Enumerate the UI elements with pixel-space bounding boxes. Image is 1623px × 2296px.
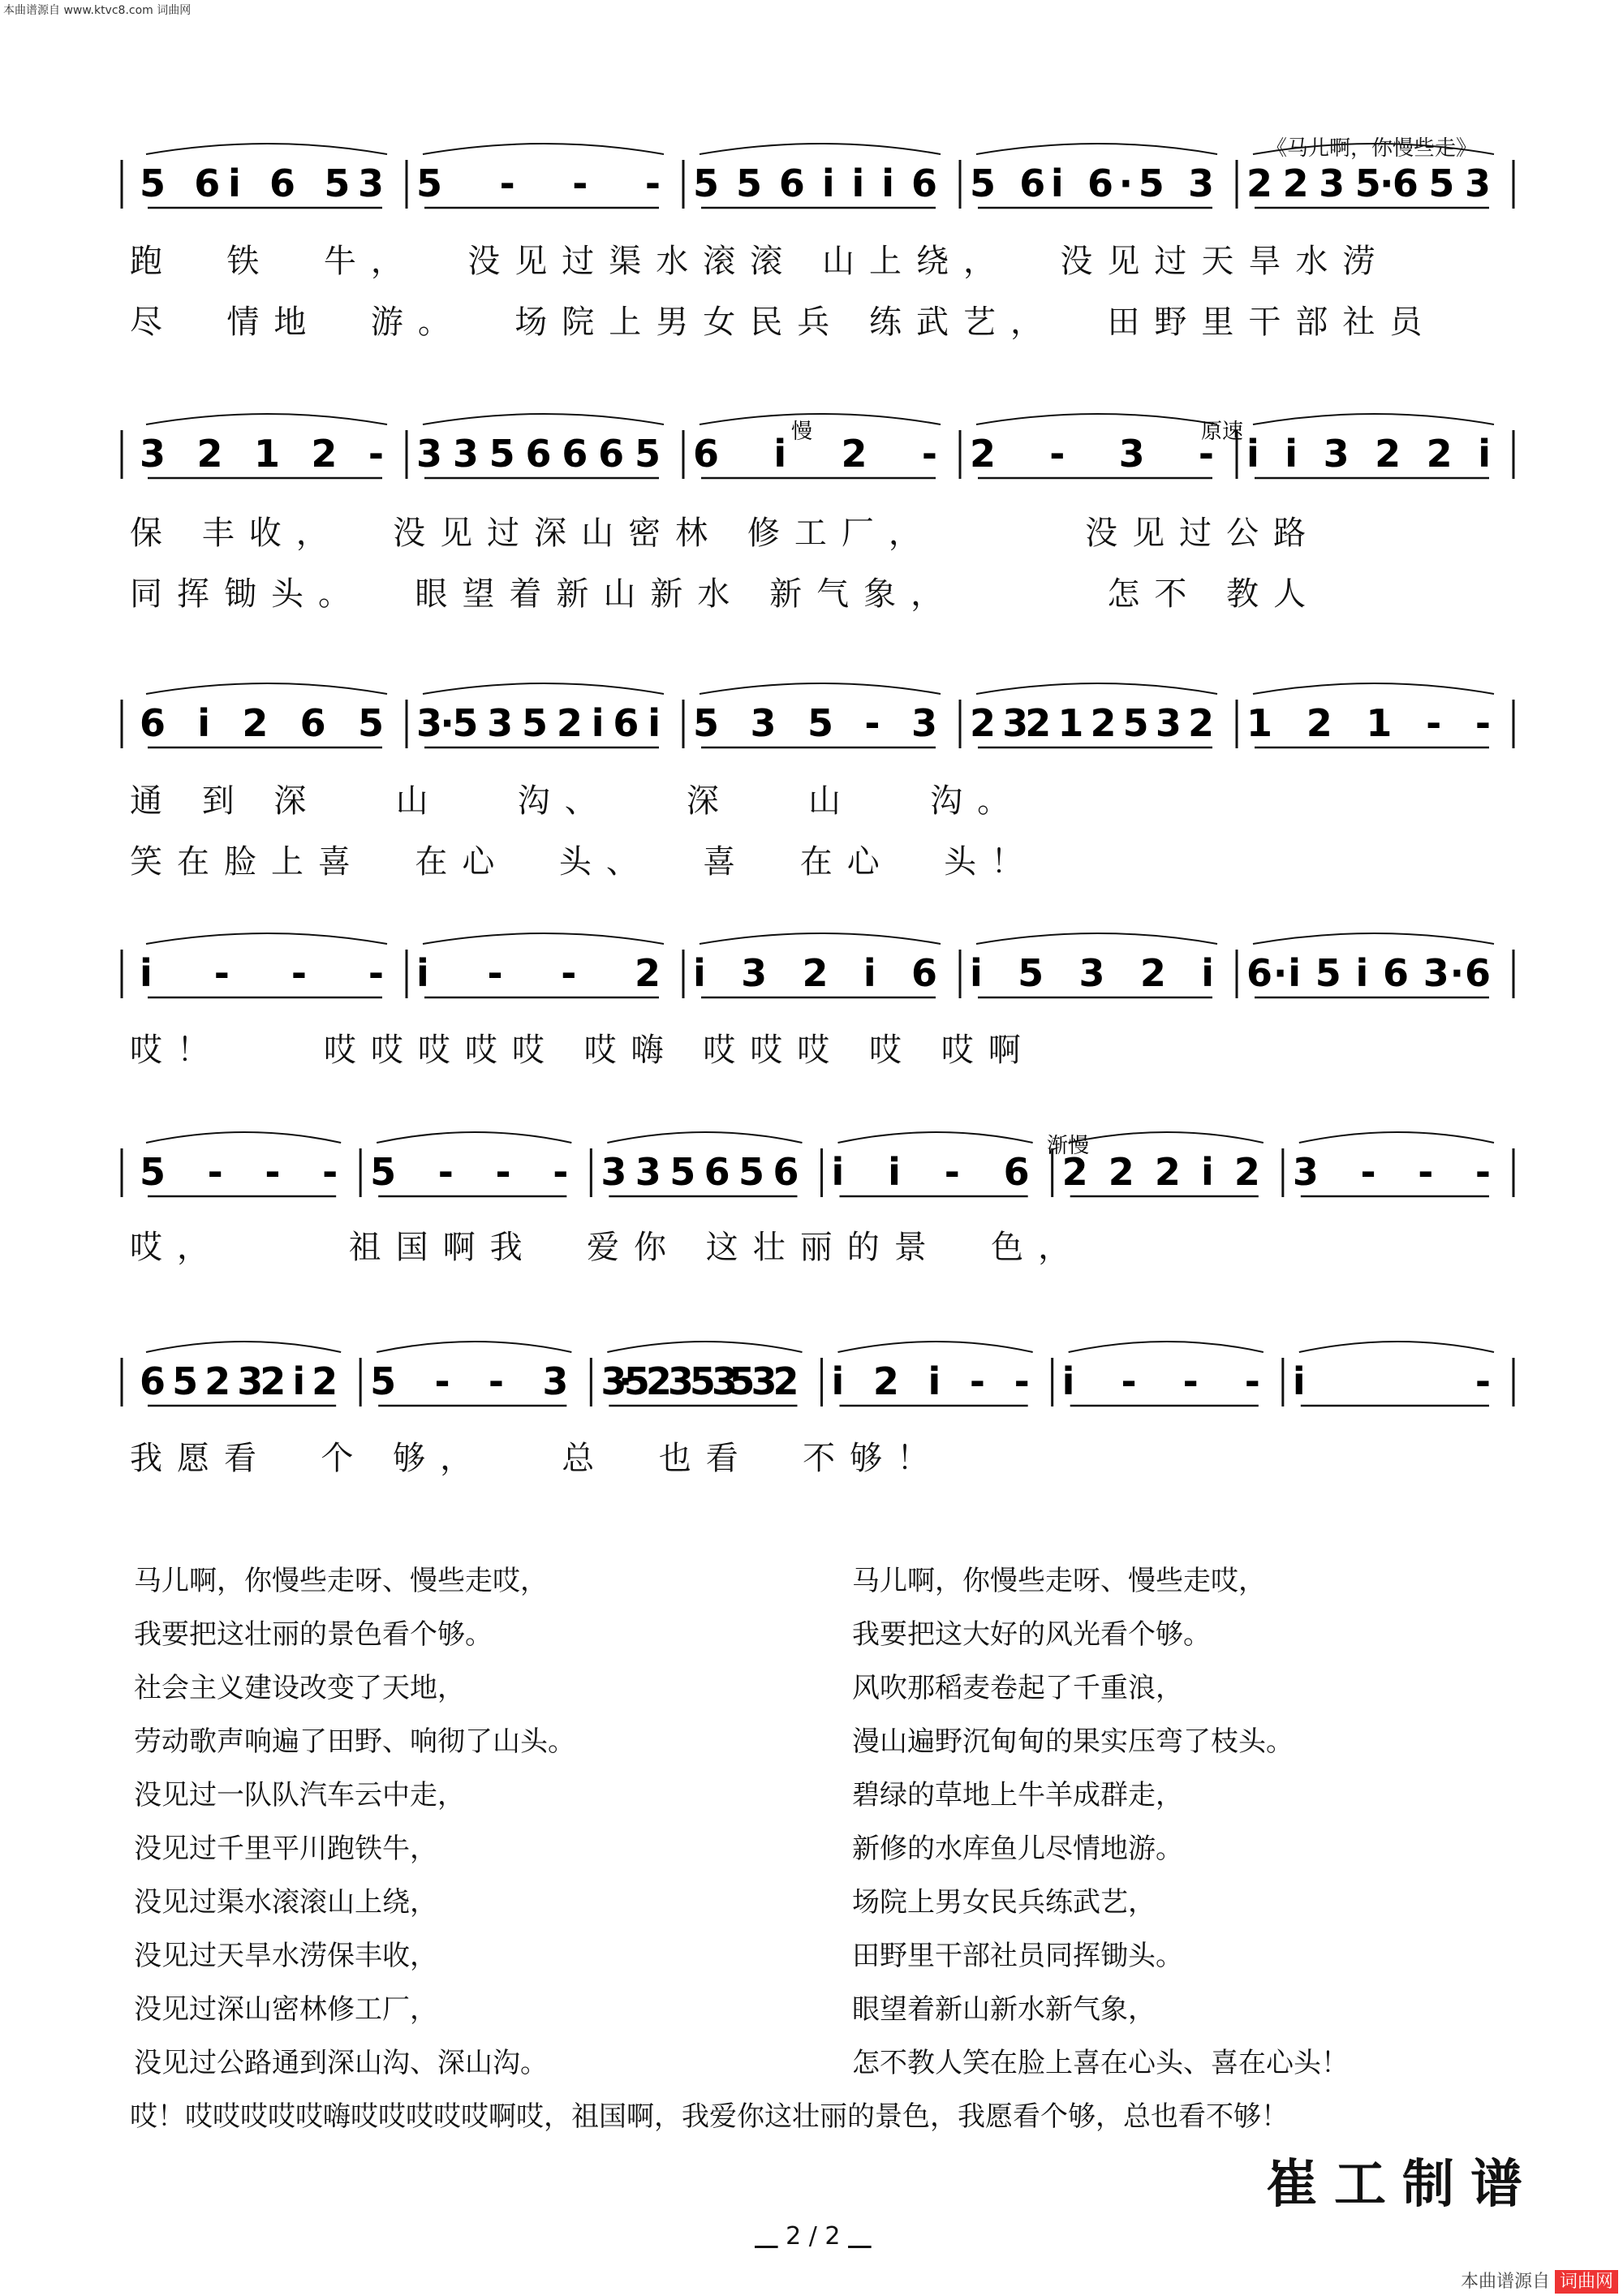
slur bbox=[423, 683, 664, 694]
measure-notes: 5 - - - bbox=[416, 162, 661, 205]
tempo-mark: 渐慢 bbox=[1047, 1134, 1090, 1158]
verse-2-line: 我要把这大好的风光看个够。 bbox=[852, 1618, 1211, 1651]
slur bbox=[423, 933, 664, 944]
measure-notes: i - - 2 bbox=[416, 951, 661, 995]
measure-notes: 5 3 5 - 3 bbox=[693, 701, 937, 745]
verse-2-line: 场院上男女民兵练武艺， bbox=[852, 1886, 1156, 1919]
slur bbox=[607, 1342, 802, 1352]
measure-notes: 3·5 2 3 5 35 3 2 bbox=[601, 1359, 799, 1403]
song-title: 《马儿啊，你慢些走》 bbox=[1265, 136, 1477, 161]
slur bbox=[146, 144, 387, 154]
slur bbox=[423, 414, 664, 424]
verse-1-line: 没见过天旱水涝保丰收， bbox=[134, 1940, 437, 1972]
measure-notes: i - - - bbox=[140, 951, 384, 995]
slur bbox=[976, 414, 1217, 424]
verse-2-line: 风吹那稻麦卷起了千重浪， bbox=[852, 1672, 1183, 1704]
verse-2-line: 眼望着新山新水新气象， bbox=[852, 1993, 1156, 2026]
verse-2-line: 碧绿的草地上牛羊成群走， bbox=[852, 1779, 1183, 1811]
verse-1-line: 我要把这壮丽的景色看个够。 bbox=[134, 1618, 493, 1651]
slur bbox=[700, 933, 941, 944]
slur bbox=[377, 1342, 571, 1352]
slur bbox=[423, 144, 664, 154]
footer-brand: 词曲网 bbox=[1555, 2270, 1618, 2294]
measure-notes: i i 3 2 2 i bbox=[1246, 432, 1491, 476]
verse-1-line: 社会主义建设改变了天地， bbox=[134, 1672, 465, 1704]
measure-notes: 5 6i 6·5 3 bbox=[970, 162, 1214, 205]
score-lyric-line: 我愿看 个 够， 总 也看 不够！ bbox=[130, 1440, 945, 1477]
measure-notes: 6 5 2 32 i 2 bbox=[140, 1359, 338, 1403]
slur bbox=[1299, 1132, 1494, 1143]
verse-1-line: 没见过千里平川跑铁牛， bbox=[134, 1833, 437, 1865]
score-lyric-line: 通 到 深 山 沟、 深 山 沟。 bbox=[130, 782, 1025, 820]
measure-notes: i 5 3 2 i bbox=[970, 951, 1214, 995]
measure-notes: 6·i 5 i 6 3·6 bbox=[1246, 951, 1491, 995]
verse-2-line: 新修的水库鱼儿尽情地游。 bbox=[852, 1833, 1183, 1865]
verse-2-line: 怎不教人笑在脸上喜在心头、喜在心头！ bbox=[852, 2047, 1349, 2079]
slur bbox=[1299, 1342, 1494, 1352]
measure-notes: i - - - bbox=[1061, 1359, 1260, 1403]
measure-notes: 3 3 5 6 5 6 bbox=[601, 1150, 799, 1194]
measure-notes: 6 i 2 - bbox=[693, 432, 937, 476]
slur bbox=[377, 1132, 571, 1143]
slur bbox=[146, 683, 387, 694]
lyrics-verse-1 bbox=[134, 1554, 575, 2090]
measure-notes: 3 3 5 6 6 6 5 bbox=[416, 432, 661, 476]
slur bbox=[607, 1132, 802, 1143]
slur bbox=[976, 144, 1217, 154]
page-number bbox=[755, 2222, 872, 2251]
verse-1-line: 没见过一队队汽车云中走， bbox=[134, 1779, 465, 1811]
slur bbox=[146, 1342, 341, 1352]
page-number-text: 2 / 2 bbox=[786, 2222, 841, 2251]
score-lyric-line: 哎， 祖国啊我 爱你 这壮丽的景 色， bbox=[130, 1229, 1086, 1266]
slur bbox=[838, 1132, 1033, 1143]
measure-notes: 1 2 1 - - bbox=[1246, 701, 1491, 745]
slur bbox=[700, 683, 941, 694]
tempo-mark: 慢 bbox=[791, 420, 813, 444]
slur bbox=[1069, 1132, 1264, 1143]
score-lyric-line: 跑 铁 牛， 没见过渠水滚滚 山上绕， 没见过天旱水涝 bbox=[130, 243, 1390, 280]
measure-notes: 2 - 3 - bbox=[970, 432, 1214, 476]
measure-notes: 5 - - - bbox=[140, 1150, 338, 1194]
verse-1-line: 没见过深山密林修工厂， bbox=[134, 1993, 437, 2026]
slur bbox=[1253, 933, 1494, 944]
slur bbox=[1253, 144, 1494, 154]
tempo-mark: 原速 bbox=[1201, 420, 1244, 444]
measure-notes: i 2 i - - bbox=[831, 1359, 1030, 1403]
score-lyric-line: 保 丰收， 没见过深山密林 修工厂， 没见过公路 bbox=[130, 515, 1321, 552]
slur bbox=[1253, 414, 1494, 424]
footer-source: 本曲谱源自 bbox=[1460, 2272, 1550, 2292]
footer-tag bbox=[1461, 2268, 1618, 2293]
measure-notes: i - bbox=[1292, 1359, 1491, 1403]
score-lyric-line: 哎！ 哎哎哎哎哎 哎嗨 哎哎哎 哎 哎啊 bbox=[130, 1032, 1035, 1069]
site-tag: 本曲谱源自 www.ktvc8.com 词曲网 bbox=[3, 4, 192, 17]
slur bbox=[976, 933, 1217, 944]
measure-notes: 5 - - - bbox=[370, 1150, 569, 1194]
slur bbox=[838, 1342, 1033, 1352]
score-lyric-line: 笑在脸上喜 在心 头、 喜 在心 头！ bbox=[130, 843, 1039, 881]
slur bbox=[700, 144, 941, 154]
verse-2-line: 马儿啊，你慢些走呀、慢些走哎， bbox=[852, 1565, 1266, 1597]
measure-notes: 2 2 2 i 2 bbox=[1061, 1150, 1260, 1194]
verse-1-line: 劳动歌声响遍了田野、响彻了山头。 bbox=[134, 1725, 575, 1758]
measure-notes: i 3 2 i 6 bbox=[693, 951, 937, 995]
verse-2-line: 田野里干部社员同挥锄头。 bbox=[852, 1940, 1183, 1972]
measure-notes: i i - 6 bbox=[831, 1150, 1030, 1194]
verse-1-line: 没见过渠水滚滚山上绕， bbox=[134, 1886, 437, 1919]
measure-notes: 3 - - - bbox=[1292, 1150, 1491, 1194]
verse-1-line: 马儿啊，你慢些走呀、慢些走哎， bbox=[134, 1565, 548, 1597]
arranger-signature: 崔工制谱 bbox=[1266, 2154, 1539, 2215]
score-lyric-line: 同挥锄头。 眼望着新山新水 新气象， 怎不 教人 bbox=[130, 575, 1321, 613]
measure-notes: 2 2 3 5·6 5 3 bbox=[1246, 162, 1491, 205]
slur bbox=[146, 1132, 341, 1143]
lyrics-verse-2 bbox=[852, 1554, 1349, 2090]
slur bbox=[976, 683, 1217, 694]
slur bbox=[1253, 683, 1494, 694]
measure-notes: 5 6i 6 53 bbox=[140, 162, 384, 205]
measure-notes: 5 5 6 i i i 6 bbox=[693, 162, 937, 205]
measure-notes: 3·5 3 5 2 i 6 i bbox=[416, 701, 661, 745]
slur bbox=[700, 414, 941, 424]
score-lyric-line: 尽 情地 游。 场院上男女民兵 练武艺， 田野里干部社员 bbox=[130, 304, 1437, 341]
coda-lyrics: 哎！哎哎哎哎哎嗨哎哎哎哎哎啊哎，祖国啊，我爱你这壮丽的景色，我愿看个够，总也看不够！ bbox=[130, 2100, 1289, 2133]
measure-notes: 2 32 1 2 5 3 2 bbox=[970, 701, 1214, 745]
slur bbox=[1069, 1342, 1264, 1352]
measure-notes: 5 - - 3 bbox=[370, 1359, 569, 1403]
verse-1-line: 没见过公路通到深山沟、深山沟。 bbox=[134, 2047, 548, 2079]
measure-notes: 3 2 1 2 - bbox=[140, 432, 384, 476]
slur bbox=[146, 933, 387, 944]
slur bbox=[146, 414, 387, 424]
measure-notes: 6 i 2 6 5 bbox=[140, 701, 384, 745]
verse-2-line: 漫山遍野沉甸甸的果实压弯了枝头。 bbox=[852, 1725, 1294, 1758]
